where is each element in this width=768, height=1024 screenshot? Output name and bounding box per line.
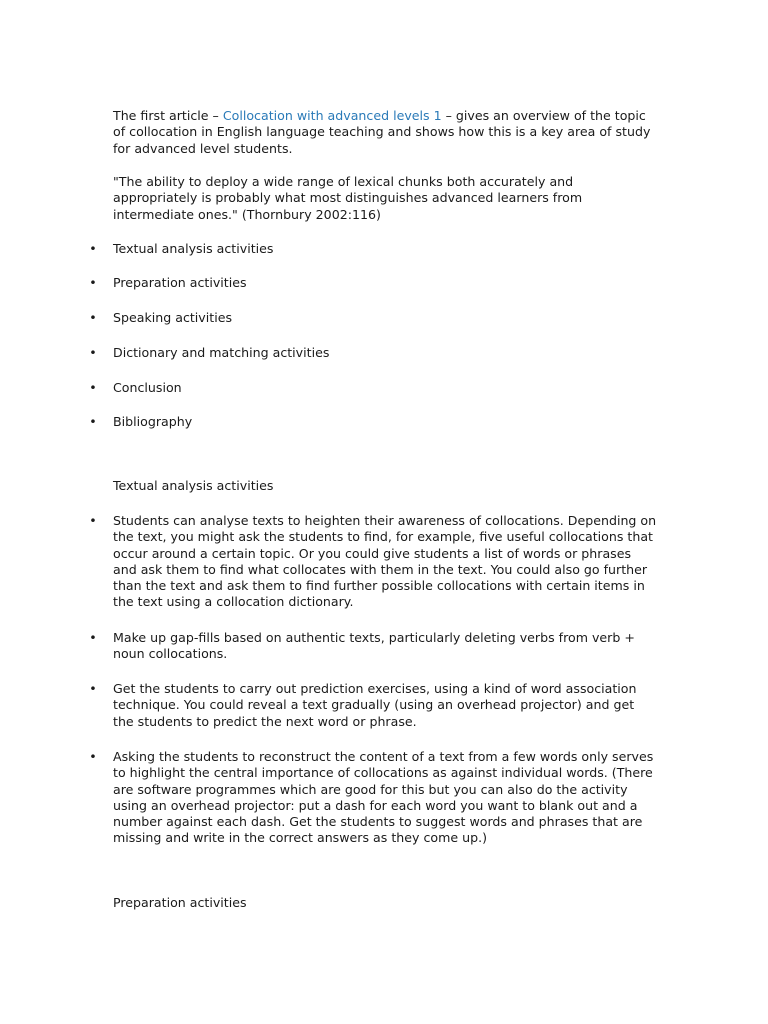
contents-item[interactable]	[89, 241, 658, 257]
list-item-text: Make up gap-fills based on authentic texts, particularly deleting verbs from verb + noun collocations.	[113, 630, 635, 662]
contents-item[interactable]	[89, 380, 658, 396]
bullet-icon: •	[89, 414, 97, 429]
contents-item[interactable]	[89, 275, 658, 291]
contents-item-label: Dictionary and matching activities	[113, 345, 330, 360]
article-link[interactable]: Collocation with advanced levels 1	[222, 108, 442, 123]
bullet-icon: •	[89, 630, 97, 645]
contents-item-label: Bibliography	[113, 414, 193, 429]
bullet-icon: •	[89, 241, 97, 256]
bullet-icon: •	[89, 345, 97, 360]
bullet-icon: •	[89, 513, 97, 528]
intro-prefix: The first article –	[113, 108, 223, 123]
contents-item-label: Speaking activities	[113, 310, 233, 325]
list-item-text: Asking the students to reconstruct the content of a text from a few words only serves to highlight the central importance of collocations as against individual words. (There are software programmes which are good for this but you can also do the activity using an overhead projector: put a dash for each word you want to blank out and a number against each dash. Get the students to suggest words and phrases that are missing and write in the correct answers as they come up.)	[113, 749, 654, 846]
quote-paragraph: "The ability to deploy a wide range of lexical chunks both accurately and appropriately is probably what most distinguishes advanced learners from intermediate ones." (Thornbury 2002:116)	[113, 174, 583, 222]
intro-paragraph	[113, 108, 658, 157]
list-item	[89, 681, 658, 730]
bullet-icon: •	[89, 681, 97, 696]
bullet-icon: •	[89, 749, 97, 764]
contents-item-label: Preparation activities	[113, 275, 247, 290]
bullet-icon: •	[89, 310, 97, 325]
contents-item[interactable]	[89, 414, 658, 430]
intro-suffix: – gives an overview of the topic of collocation in English language teaching and shows how this is a key area of study for advanced level students.	[113, 108, 651, 156]
contents-item-label: Textual analysis activities	[113, 241, 274, 256]
list-item	[89, 749, 658, 847]
contents-item[interactable]	[89, 310, 658, 326]
list-item	[89, 513, 658, 611]
section-heading-textual-analysis: Textual analysis activities	[113, 478, 274, 493]
list-item	[89, 630, 658, 663]
contents-item-label: Conclusion	[113, 380, 182, 395]
section-heading-preparation: Preparation activities	[113, 895, 247, 910]
bullet-icon: •	[89, 380, 97, 395]
list-item-text: Students can analyse texts to heighten their awareness of collocations. Depending on the text, you might ask the students to find, for example, five useful collocations that occur around a certain topic. Or you could give students a list of words or phrases and ask them to find what collocates with them in the text. You could also go further than the text and ask them to find further possible collocations with certain items in the text using a collocation dictionary.	[113, 513, 657, 610]
bullet-icon: •	[89, 275, 97, 290]
list-item-text: Get the students to carry out prediction exercises, using a kind of word association technique. You could reveal a text gradually (using an overhead projector) and get the students to predict the next word or phrase.	[113, 681, 637, 729]
contents-item[interactable]	[89, 345, 658, 361]
